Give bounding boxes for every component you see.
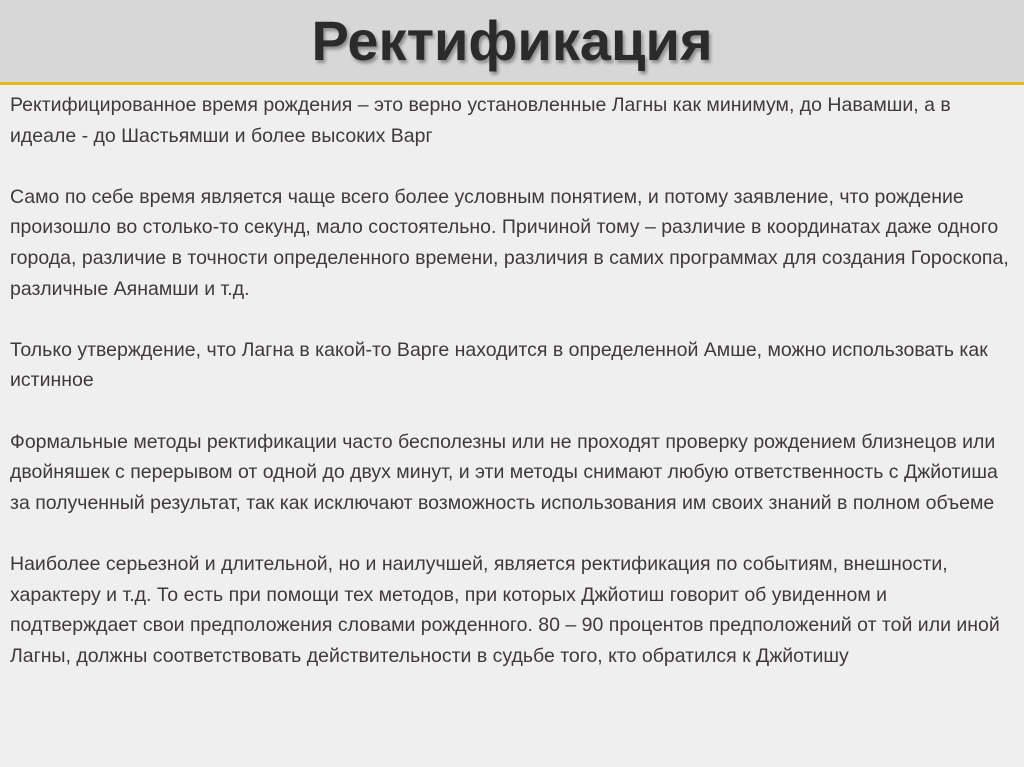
slide-body (10, 90, 1014, 702)
paragraph-formal-methods: Формальные методы ректификации часто бесполезны или не проходят проверку рождением близнецов или двойняшек с перерывом от одной до двух минут, и эти методы снимают любую ответственность с Джйотиша за полученный результат, так как исключают возможность использования им своих знаний в полном объеме (10, 430, 998, 514)
paragraph-event-rectification: Наиболее серьезной и длительной, но и наилучшей, является ректификация по событиям, внешности, характеру и т.д. То есть при помощи тех методов, при которых Джйотиш говорит об увиденном и подтверждает свои предположения словами рожденного. 80 – 90 процентов предположений от той или иной Лагны, должны соответствовать действительности в судьбе того, кто обратился к Джйотишу (10, 552, 1000, 667)
paragraph-definition: Ректифицированное время рождения – это верно установленные Лагны как минимум, до Навамши, а в идеале - до Шастьямши и более высоких Варг (10, 94, 951, 147)
title-underline (0, 82, 1024, 85)
title-bar (0, 0, 1024, 82)
paragraph-lagna-statement: Только утверждение, что Лагна в какой-то Варге находится в определенной Амше, можно использовать как истинное (10, 338, 988, 392)
paragraph-time-concept: Само по себе время является чаще всего более условным понятием, и потому заявление, что рождение произошло во столько-то секунд, мало состоятельно. Причиной тому – различие в координатах даже одного города, различие в точности определенного времени, различия в самих программах для создания Гороскопа, различные Аянамши и т.д. (10, 185, 1009, 300)
slide-title: Ректификация (311, 9, 713, 72)
